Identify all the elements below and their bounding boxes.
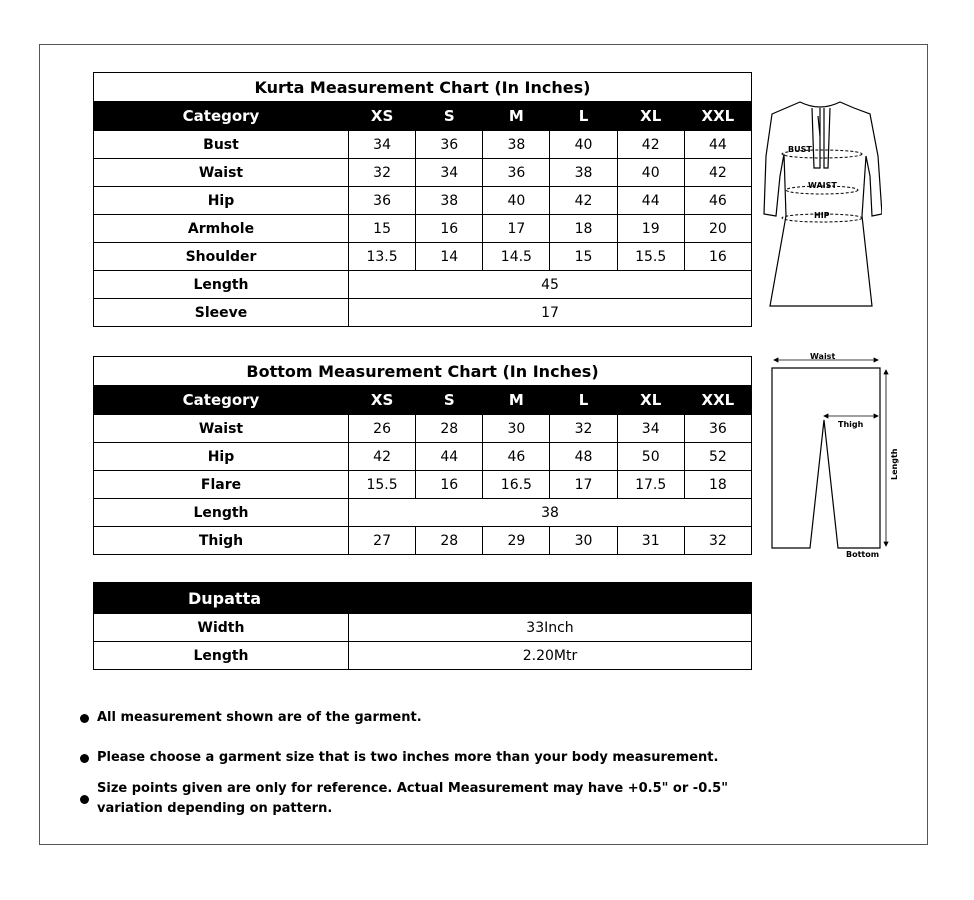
table-cell: 28 <box>416 527 483 555</box>
table-cell: 16 <box>684 243 751 271</box>
note-item <box>78 779 737 819</box>
size-header: L <box>550 386 617 415</box>
table-cell: 32 <box>684 527 751 555</box>
size-header: XS <box>349 386 416 415</box>
table-cell: 15.5 <box>617 243 684 271</box>
row-label: Shoulder <box>94 243 349 271</box>
row-label: Length <box>94 271 349 299</box>
table-cell: 40 <box>617 159 684 187</box>
table-cell: 15.5 <box>349 471 416 499</box>
table-row <box>94 642 752 670</box>
row-label: Width <box>94 614 349 642</box>
row-label: Waist <box>94 159 349 187</box>
table-cell: 13.5 <box>349 243 416 271</box>
table-cell: 36 <box>349 187 416 215</box>
table-cell: 15 <box>349 215 416 243</box>
table-row <box>94 159 752 187</box>
kurta-bust-label: BUST <box>788 145 812 154</box>
table-cell: 45 <box>349 271 752 299</box>
row-label: Armhole <box>94 215 349 243</box>
size-header: S <box>416 102 483 131</box>
bottom-chart-title: Bottom Measurement Chart (In Inches) <box>94 357 752 386</box>
table-cell: 44 <box>617 187 684 215</box>
table-cell: 46 <box>483 443 550 471</box>
table-cell: 42 <box>684 159 751 187</box>
bottom-category-header: Category <box>94 386 349 415</box>
size-header: XS <box>349 102 416 131</box>
table-cell: 16 <box>416 471 483 499</box>
table-cell: 18 <box>684 471 751 499</box>
row-label: Sleeve <box>94 299 349 327</box>
table-cell: 19 <box>617 215 684 243</box>
table-cell: 38 <box>349 499 752 527</box>
table-cell: 50 <box>617 443 684 471</box>
table-cell: 14 <box>416 243 483 271</box>
table-row <box>94 187 752 215</box>
table-cell: 17 <box>349 299 752 327</box>
table-cell: 42 <box>617 131 684 159</box>
table-row <box>94 271 752 299</box>
table-cell: 36 <box>684 415 751 443</box>
table-cell: 15 <box>550 243 617 271</box>
table-cell: 30 <box>550 527 617 555</box>
pant-thigh-label: Thigh <box>838 420 864 429</box>
size-header: XL <box>617 386 684 415</box>
notes-list <box>78 708 758 819</box>
table-cell: 48 <box>550 443 617 471</box>
table-cell: 30 <box>483 415 550 443</box>
bullet-icon <box>80 795 89 804</box>
dupatta-title: Dupatta <box>94 583 752 614</box>
table-cell: 14.5 <box>483 243 550 271</box>
kurta-illustration <box>762 96 882 316</box>
row-label: Length <box>94 499 349 527</box>
table-cell: 28 <box>416 415 483 443</box>
row-label: Waist <box>94 415 349 443</box>
table-cell: 17 <box>550 471 617 499</box>
bullet-icon <box>80 754 89 763</box>
table-cell: 26 <box>349 415 416 443</box>
table-row <box>94 215 752 243</box>
table-cell: 38 <box>416 187 483 215</box>
table-cell: 18 <box>550 215 617 243</box>
table-cell: 29 <box>483 527 550 555</box>
note-text: All measurement shown are of the garment. <box>97 710 422 725</box>
table-cell: 17 <box>483 215 550 243</box>
note-item <box>78 748 758 768</box>
row-label: Bust <box>94 131 349 159</box>
pant-bottom-label: Bottom <box>846 550 880 559</box>
table-cell: 31 <box>617 527 684 555</box>
table-row <box>94 614 752 642</box>
table-cell: 44 <box>684 131 751 159</box>
size-header: XXL <box>684 102 751 131</box>
row-label: Flare <box>94 471 349 499</box>
table-cell: 32 <box>550 415 617 443</box>
table-row <box>94 443 752 471</box>
row-label: Hip <box>94 443 349 471</box>
size-header: M <box>483 386 550 415</box>
kurta-category-header: Category <box>94 102 349 131</box>
table-cell: 38 <box>483 131 550 159</box>
table-row <box>94 131 752 159</box>
table-cell: 20 <box>684 215 751 243</box>
kurta-measurement-table <box>93 72 752 327</box>
kurta-hip-label: HIP <box>814 211 830 220</box>
table-cell: 40 <box>550 131 617 159</box>
bullet-icon <box>80 714 89 723</box>
table-cell: 42 <box>349 443 416 471</box>
table-row <box>94 299 752 327</box>
pant-waist-label: Waist <box>810 352 836 361</box>
table-cell: 46 <box>684 187 751 215</box>
table-cell: 36 <box>416 131 483 159</box>
row-label: Length <box>94 642 349 670</box>
size-header: L <box>550 102 617 131</box>
row-label: Hip <box>94 187 349 215</box>
table-cell: 16.5 <box>483 471 550 499</box>
table-cell: 42 <box>550 187 617 215</box>
note-text: Size points given are only for reference. Actual Measurement may have +0.5" or -0.5" variation depending on pattern. <box>97 781 728 816</box>
table-cell: 34 <box>349 131 416 159</box>
table-cell: 34 <box>416 159 483 187</box>
table-cell: 38 <box>550 159 617 187</box>
kurta-chart-title: Kurta Measurement Chart (In Inches) <box>94 73 752 102</box>
bottom-measurement-table <box>93 356 752 555</box>
note-text: Please choose a garment size that is two inches more than your body measurement. <box>97 750 719 765</box>
table-cell: 17.5 <box>617 471 684 499</box>
table-cell: 33Inch <box>349 614 752 642</box>
size-header: XL <box>617 102 684 131</box>
size-header: M <box>483 102 550 131</box>
table-cell: 44 <box>416 443 483 471</box>
size-header: XXL <box>684 386 751 415</box>
table-row <box>94 499 752 527</box>
dupatta-table <box>93 582 752 670</box>
note-item <box>78 708 758 728</box>
pant-illustration <box>766 350 901 562</box>
table-row <box>94 243 752 271</box>
table-cell: 36 <box>483 159 550 187</box>
table-cell: 2.20Mtr <box>349 642 752 670</box>
table-cell: 16 <box>416 215 483 243</box>
table-cell: 40 <box>483 187 550 215</box>
kurta-waist-label: WAIST <box>808 181 837 190</box>
row-label: Thigh <box>94 527 349 555</box>
table-cell: 32 <box>349 159 416 187</box>
table-cell: 52 <box>684 443 751 471</box>
pant-length-label: Length <box>890 448 899 480</box>
table-row <box>94 527 752 555</box>
table-cell: 34 <box>617 415 684 443</box>
table-row <box>94 471 752 499</box>
size-header: S <box>416 386 483 415</box>
table-cell: 27 <box>349 527 416 555</box>
table-row <box>94 415 752 443</box>
